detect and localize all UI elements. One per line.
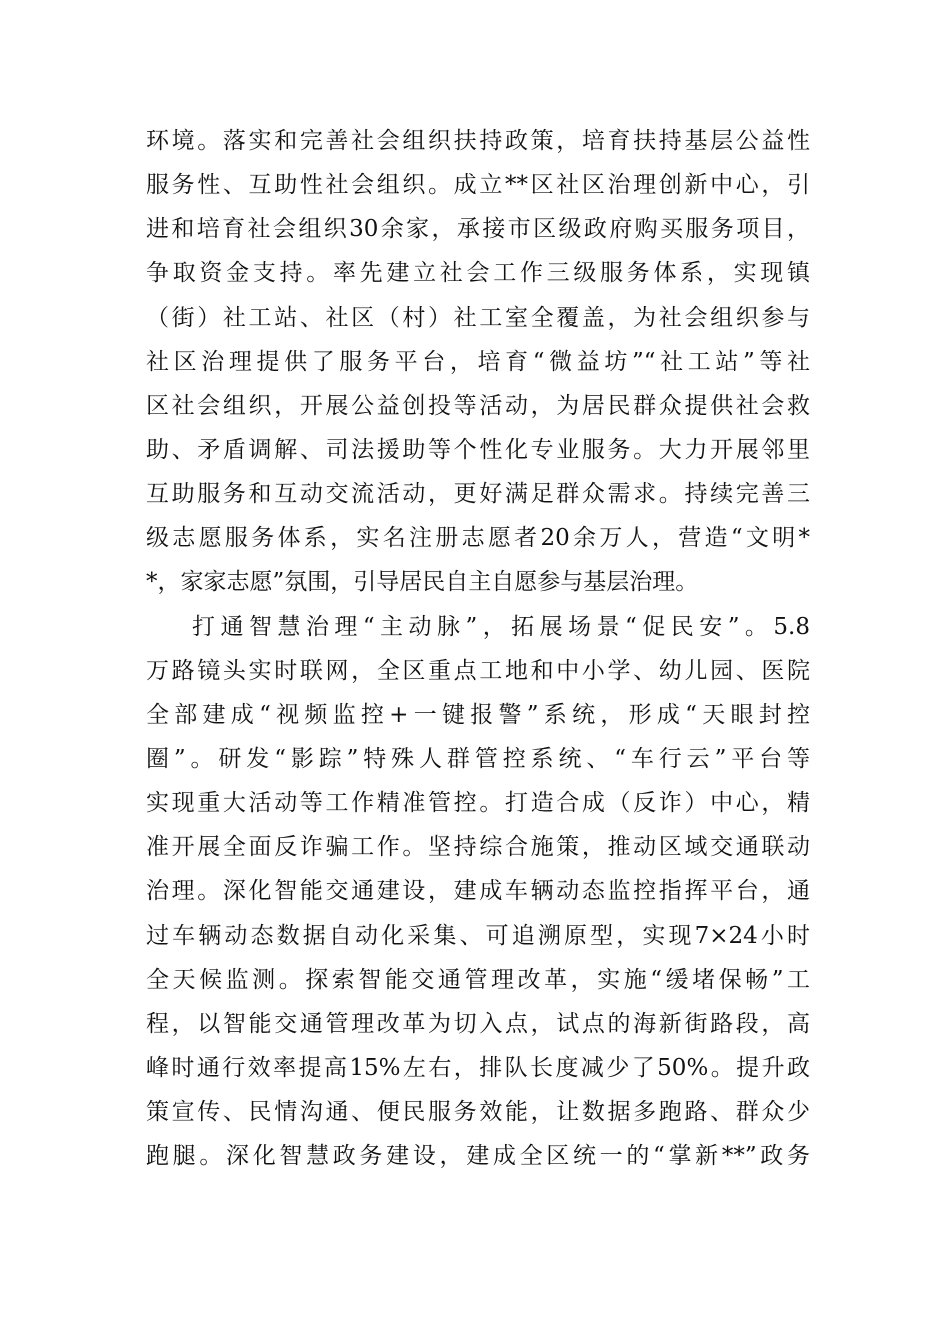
- paragraph-1-line-2: 服务性、互助性社会组织。成立**区社区治理创新中心，引: [146, 172, 810, 199]
- paragraph-1-line-10: 级志愿服务体系，实名注册志愿者20余万人，营造“文明*: [146, 525, 810, 552]
- paragraph-2-line-2: 万路镜头实时联网，全区重点工地和中小学、幼儿园、医院: [146, 657, 810, 684]
- paragraph-1-line-7: 区社会组织，开展公益创投等活动，为居民群众提供社会救: [146, 392, 810, 419]
- paragraph-1-line-3: 进和培育社会组织30余家，承接市区级政府购买服务项目，: [146, 216, 810, 243]
- paragraph-2-line-13: 跑腿。深化智慧政务建设，建成全区统一的“掌新**”政务: [146, 1143, 810, 1170]
- paragraph-2-line-9: 全天候监测。探索智能交通管理改革，实施“缓堵保畅”工: [146, 966, 810, 993]
- paragraph-2-line-1: 打通智慧治理“主动脉”，拓展场景“促民安”。5.8: [192, 613, 810, 640]
- paragraph-2-line-4: 圈”。研发“影踪”特殊人群管控系统、“车行云”平台等: [146, 745, 810, 772]
- paragraph-2-line-12: 策宣传、民情沟通、便民服务效能，让数据多跑路、群众少: [146, 1099, 810, 1126]
- paragraph-2-line-3: 全部建成“视频监控+一键报警”系统，形成“天眼封控: [146, 701, 810, 728]
- paragraph-1-line-4: 争取资金支持。率先建立社会工作三级服务体系，实现镇: [146, 260, 810, 287]
- paragraph-1-line-1: 环境。落实和完善社会组织扶持政策，培育扶持基层公益性: [146, 128, 810, 154]
- paragraph-2-line-5: 实现重大活动等工作精准管控。打造合成（反诈）中心，精: [146, 790, 810, 817]
- paragraph-2-line-7: 治理。深化智能交通建设，建成车辆动态监控指挥平台，通: [146, 878, 810, 905]
- paragraph-1-line-6: 社区治理提供了服务平台，培育“微益坊”“社工站”等社: [146, 348, 810, 375]
- paragraph-2-line-10: 程，以智能交通管理改革为切入点，试点的海新街路段，高: [146, 1010, 810, 1037]
- paragraph-1-line-8: 助、矛盾调解、司法援助等个性化专业服务。大力开展邻里: [146, 436, 810, 463]
- document-body: [146, 119, 810, 1178]
- paragraph-1-line-11: *，家家志愿”氛围，引导居民自主自愿参与基层治理。: [146, 569, 699, 596]
- paragraph-1-line-5: （街）社工站、社区（村）社工室全覆盖，为社会组织参与: [146, 304, 810, 331]
- paragraph-2-line-11: 峰时通行效率提高15%左右，排队长度减少了50%。提升政: [146, 1054, 810, 1081]
- paragraph-2-line-8: 过车辆动态数据自动化采集、可追溯原型，实现7×24小时: [146, 922, 810, 949]
- paragraph-1-line-9: 互助服务和互动交流活动，更好满足群众需求。持续完善三: [146, 481, 810, 508]
- paragraph-2-line-6: 准开展全面反诈骗工作。坚持综合施策，推动区域交通联动: [146, 834, 810, 861]
